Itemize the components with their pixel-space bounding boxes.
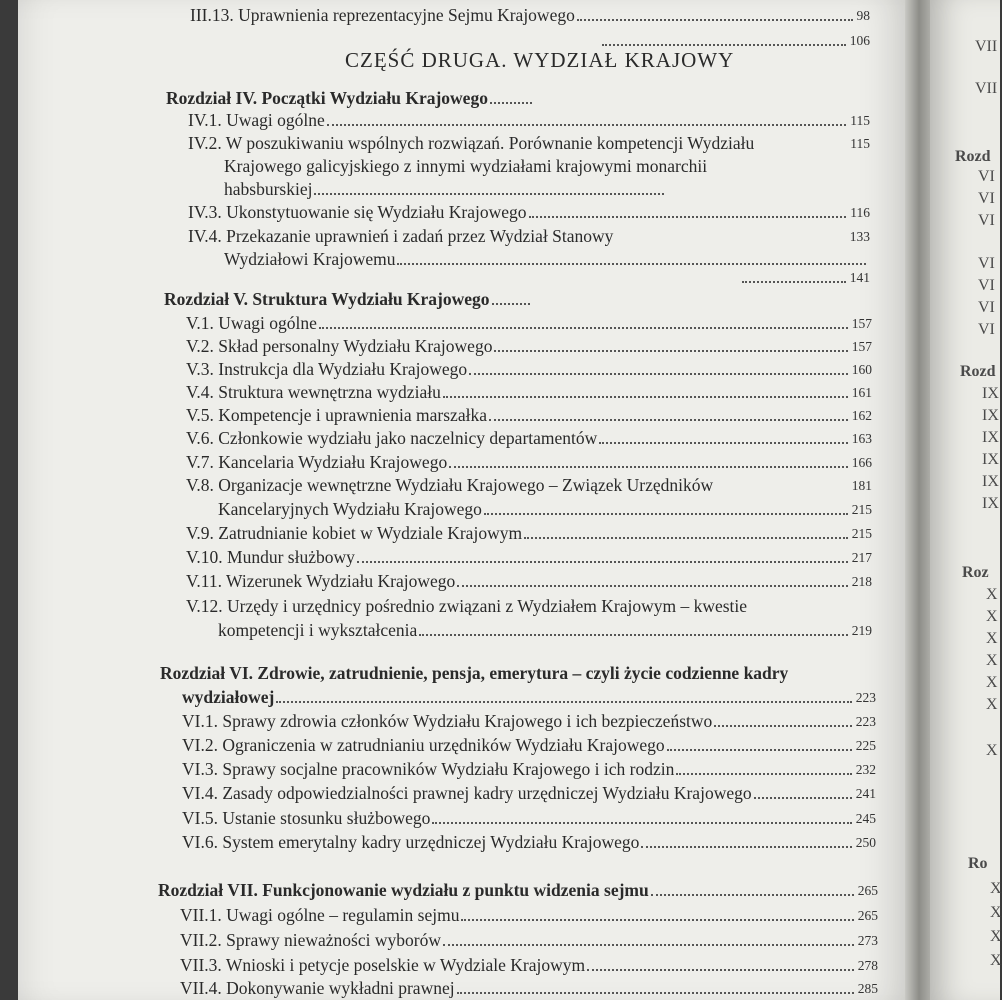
entry-label: V.2. Skład personalny Wydziału Krajowego [186, 336, 493, 356]
leader-dots [461, 919, 853, 921]
entry-label: V.9. Zatrudnianie kobiet w Wydziale Krajowym [186, 523, 523, 543]
entry-page: 115 [850, 136, 870, 151]
entry-page: 161 [851, 385, 872, 400]
right-page-fragment: X [990, 928, 1002, 945]
entry-page: 278 [857, 958, 878, 973]
leader-dots [714, 725, 851, 727]
leader-dots [490, 102, 532, 104]
entry-page: 273 [857, 933, 878, 948]
right-page-fragment: VI [978, 277, 995, 294]
leader-dots [443, 944, 854, 946]
entry-page: 265 [857, 908, 878, 923]
entry-page: 225 [855, 738, 876, 753]
entry-page: 160 [851, 362, 872, 377]
chapter-page: 265 [857, 883, 878, 898]
leader-dots [397, 263, 866, 265]
toc-entry [186, 359, 872, 380]
chapter-heading [164, 289, 534, 310]
right-page-fragment: IX [982, 385, 999, 402]
right-page-fragment: VII [975, 80, 998, 97]
toc-entry [186, 336, 872, 357]
entry-page: 219 [851, 623, 872, 638]
right-page-fragment: VI [978, 212, 995, 229]
leader-dots [357, 561, 848, 563]
leader-dots [602, 44, 846, 46]
right-page-fragment: IX [982, 429, 999, 446]
leader-dots [484, 513, 848, 515]
right-page-fragment: X [990, 952, 1002, 969]
right-page-fragment: X [986, 674, 998, 691]
right-page-fragment: X [986, 630, 998, 647]
toc-entry [182, 759, 876, 780]
entry-label: Kancelaryjnych Wydziału Krajowego [218, 499, 482, 519]
entry-label: V.10. Mundur służbowy [186, 547, 355, 567]
right-page-fragment: X [986, 586, 998, 603]
leader-dots [469, 373, 848, 375]
toc-entry [182, 711, 876, 732]
entry-label: V.12. Urzędy i urzędnicy pośrednio związani z Wydziałem Krajowym – kwestie [186, 596, 748, 616]
right-page-fragment: Ro [968, 855, 988, 872]
entry-page: 223 [855, 714, 876, 729]
toc-entry [182, 832, 876, 853]
toc-entry [180, 978, 878, 999]
right-page-fragment: Rozd [960, 363, 996, 380]
part-title: CZĘŚĆ DRUGA. WYDZIAŁ KRAJOWY [345, 48, 735, 72]
toc-entry [182, 808, 876, 829]
entry-label: V.5. Kompetencje i uprawnienia marszałka [186, 405, 487, 425]
leader-dots [577, 19, 853, 21]
entry-label: V.8. Organizacje wewnętrzne Wydziału Krajowego – Związek Urzędników [186, 475, 714, 495]
toc-entry [180, 930, 878, 951]
leader-dots [457, 992, 854, 994]
entry-label: IV.3. Ukonstytuowanie się Wydziału Krajowego [188, 202, 527, 222]
entry-label: VI.5. Ustanie stosunku służbowego [182, 808, 431, 828]
leader-dots [529, 216, 847, 218]
toc-entry [186, 382, 872, 403]
entry-continuation: Krajowego galicyjskiego z innymi wydziałami krajowymi monarchii [224, 156, 708, 176]
entry-label: VI.3. Sprawy socjalne pracowników Wydziału Krajowego i ich rodzin [182, 759, 675, 779]
right-page-fragment: X [986, 742, 998, 759]
chapter-heading [160, 663, 860, 684]
entry-page: 157 [851, 316, 872, 331]
entry-page: 98 [856, 8, 870, 23]
leader-dots [754, 797, 852, 799]
entry-label: VII.4. Dokonywanie wykładni prawnej [180, 978, 455, 998]
entry-continuation [218, 499, 872, 520]
leader-dots [419, 634, 848, 636]
right-page-fragment: X [990, 880, 1002, 897]
entry-label: Wydziałowi Krajowemu [224, 249, 396, 269]
entry-label: IV.4. Przekazanie uprawnień i zadań przez Wydział Stanowy [188, 226, 614, 246]
leader-dots [494, 350, 847, 352]
toc-entry [186, 547, 872, 568]
leader-dots [449, 466, 848, 468]
entry-label: V.7. Kancelaria Wydziału Krajowego [186, 452, 448, 472]
entry-page: 157 [851, 339, 872, 354]
leader-dots [327, 124, 847, 126]
right-page-fragment: VI [978, 255, 995, 272]
leader-dots [457, 585, 847, 587]
entry-label: VI.6. System emerytalny kadry urzędniczej Wydziału Krajowego [182, 832, 640, 852]
right-page-fragment: VII [975, 38, 998, 55]
entry-page: 232 [855, 762, 876, 777]
entry-label: V.6. Członkowie wydziału jako naczelnicy departamentów [186, 428, 598, 448]
toc-entry [182, 783, 876, 804]
right-page-fragment: Rozd [955, 148, 991, 165]
toc-entry [186, 452, 872, 473]
toc-entry [186, 571, 872, 592]
leader-dots [432, 822, 851, 824]
entry-continuation [218, 620, 872, 641]
entry-label: VII.2. Sprawy nieważności wyborów [180, 930, 441, 950]
right-page-fragment: VI [978, 190, 995, 207]
entry-page: 181 [851, 478, 872, 493]
entry-page: 115 [850, 113, 870, 128]
entry-label: kompetencji i wykształcenia [218, 620, 418, 640]
entry-page: 162 [851, 408, 872, 423]
right-page-fragment: VI [978, 321, 995, 338]
right-page-fragment: X [986, 608, 998, 625]
chapter-title: Rozdział V. Struktura Wydziału Krajowego [164, 289, 490, 309]
leader-dots [489, 419, 848, 421]
toc-entry [180, 905, 878, 926]
leader-dots [599, 442, 847, 444]
leader-dots [667, 749, 852, 751]
entry-page: 166 [851, 455, 872, 470]
entry-label: VII.1. Uwagi ogólne – regulamin sejmu [180, 905, 460, 925]
entry-page: 245 [855, 811, 876, 826]
toc-entry [182, 735, 876, 756]
leader-dots [319, 327, 848, 329]
entry-page-row [740, 267, 870, 288]
toc-entry [186, 428, 872, 449]
toc-entry [180, 955, 878, 976]
entry-page: 116 [850, 205, 870, 220]
entry-label: IV.1. Uwagi ogólne [188, 110, 325, 130]
leader-dots [443, 396, 848, 398]
entry-page: 163 [851, 431, 872, 446]
chapter-heading [158, 880, 878, 901]
toc-entry [188, 133, 870, 154]
toc-entry [186, 475, 872, 496]
toc-entry [186, 313, 872, 334]
entry-page: 133 [849, 229, 870, 244]
entry-label: habsburskiej [224, 179, 313, 199]
entry-label: V.3. Instrukcja dla Wydziału Krajowego [186, 359, 468, 379]
entry-page: 285 [857, 981, 878, 996]
toc-entry [186, 405, 872, 426]
leader-dots [587, 969, 854, 971]
right-page-fragment: IX [982, 495, 999, 512]
entry-page: 250 [855, 835, 876, 850]
right-page-fragment: VI [978, 299, 995, 316]
entry-label: VI.2. Ograniczenia w zatrudnianiu urzędników Wydziału Krajowego [182, 735, 665, 755]
right-page-fragment: X [990, 904, 1002, 921]
entry-label: VI.1. Sprawy zdrowia członków Wydziału Krajowego i ich bezpieczeństwo [182, 711, 713, 731]
leader-dots [524, 537, 848, 539]
chapter-title: Rozdział VI. Zdrowie, zatrudnienie, pensja, emerytura – czyli życie codzienne kadry [160, 663, 789, 683]
entry-page: 141 [849, 270, 870, 285]
leader-dots [276, 701, 851, 703]
right-page-fragment: VI [978, 168, 995, 185]
entry-page: 215 [851, 502, 872, 517]
leader-dots [742, 281, 846, 283]
leader-dots [651, 894, 854, 896]
toc-entry [186, 596, 872, 617]
entry-label: V.1. Uwagi ogólne [186, 313, 317, 333]
chapter-title: Rozdział VII. Funkcjonowanie wydziału z punktu widzenia sejmu [158, 880, 649, 900]
entry-label: V.4. Struktura wewnętrzna wydziału [186, 382, 441, 402]
leader-dots [492, 303, 530, 305]
entry-page: 217 [851, 550, 872, 565]
entry-page: 215 [851, 526, 872, 541]
chapter-title: Rozdział IV. Początki Wydziału Krajowego [166, 88, 488, 108]
entry-label: VII.3. Wnioski i petycje poselskie w Wydziale Krajowym [180, 955, 586, 975]
leader-dots [676, 773, 851, 775]
right-page-fragment: X [986, 652, 998, 669]
right-page-fragment: IX [982, 473, 999, 490]
right-page-fragment: Roz [962, 564, 989, 581]
chapter-heading-continuation [182, 687, 876, 708]
entry-label: III.13. Uprawnienia reprezentacyjne Sejmu Krajowego [190, 5, 575, 25]
toc-entry [188, 110, 870, 131]
chapter-title: wydziałowej [182, 687, 275, 707]
chapter-heading [166, 88, 536, 109]
toc-entry [188, 202, 870, 223]
chapter-page: 223 [855, 690, 876, 705]
entry-label: IV.2. W poszukiwaniu wspólnych rozwiązań. Porównanie kompetencji Wydziału [188, 133, 755, 153]
leader-dots [314, 193, 664, 195]
entry-page: 218 [851, 574, 872, 589]
toc-entry [190, 5, 870, 26]
right-page-fragment: IX [982, 451, 999, 468]
toc-entry [188, 226, 870, 247]
right-page-fragment: IX [982, 407, 999, 424]
entry-label: VI.4. Zasady odpowiedzialności prawnej kadry urzędniczej Wydziału Krajowego [182, 783, 752, 803]
entry-page: 106 [849, 33, 870, 48]
entry-continuation [224, 179, 870, 200]
toc-entry [186, 523, 872, 544]
entry-label: V.11. Wizerunek Wydziału Krajowego [186, 571, 456, 591]
leader-dots [641, 846, 851, 848]
right-page-fragment: X [986, 696, 998, 713]
entry-page: 241 [855, 786, 876, 801]
